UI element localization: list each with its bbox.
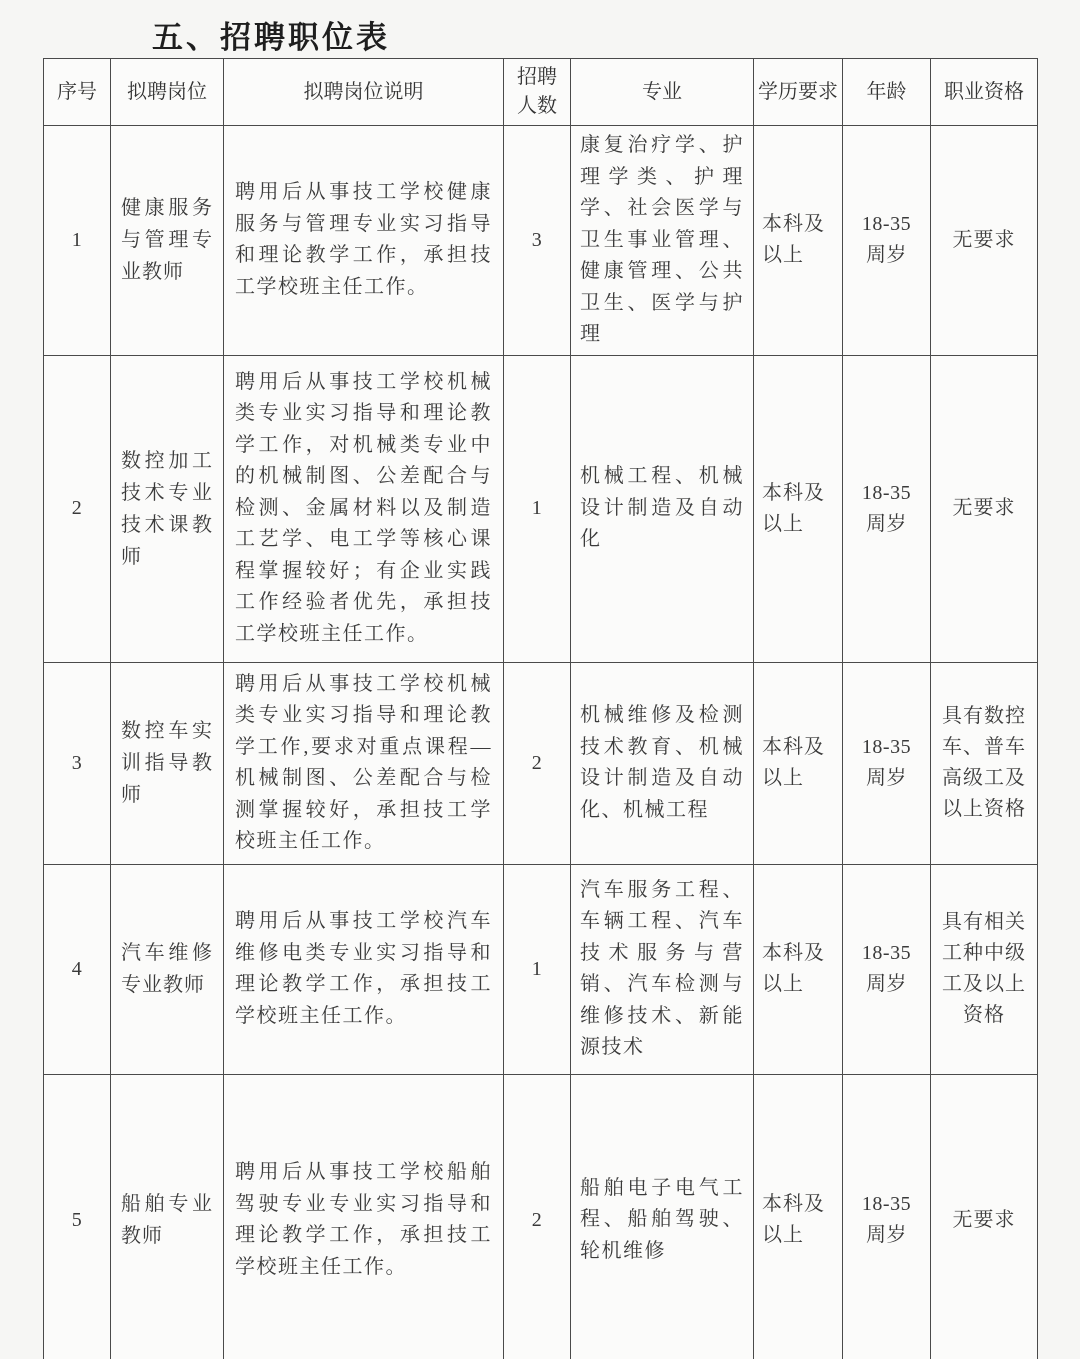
- cell-qualification: 具有数控车、普车高级工及以上资格: [931, 662, 1038, 864]
- cell-major: 康复治疗学、护理学类、护理学、社会医学与卫生事业管理、健康管理、公共卫生、医学与护理: [571, 126, 754, 356]
- cell-no: 2: [44, 355, 111, 662]
- cell-qualification: 无要求: [931, 1074, 1038, 1359]
- cell-count: 2: [504, 1074, 571, 1359]
- cell-position: 数控车实训指导教师: [111, 662, 224, 864]
- cell-count: 1: [504, 355, 571, 662]
- header-qualification: 职业资格: [931, 59, 1038, 126]
- cell-education: 本科及以上: [754, 1074, 843, 1359]
- cell-description: 聘用后从事技工学校船舶驾驶专业专业实习指导和理论教学工作，承担技工学校班主任工作。: [224, 1074, 504, 1359]
- cell-description: 聘用后从事技工学校机械类专业实习指导和理论教学工作，对机械类专业中的机械制图、公差配合与检测、金属材料以及制造工艺学、电工学等核心课程掌握较好；有企业实践工作经验者优先，承担技工学校班主任工作。: [224, 355, 504, 662]
- table-header-row: [44, 59, 1038, 126]
- cell-age: 18-35周岁: [843, 1074, 931, 1359]
- cell-major: 机械维修及检测技术教育、机械设计制造及自动化、机械工程: [571, 662, 754, 864]
- cell-no: 4: [44, 864, 111, 1074]
- cell-count: 1: [504, 864, 571, 1074]
- table-row: [44, 864, 1038, 1074]
- header-no: 序号: [44, 59, 111, 126]
- header-age: 年龄: [843, 59, 931, 126]
- cell-description: 聘用后从事技工学校健康服务与管理专业实习指导和理论教学工作，承担技工学校班主任工作。: [224, 126, 504, 356]
- cell-age: 18-35周岁: [843, 126, 931, 356]
- header-count: 招聘人数: [504, 59, 571, 126]
- cell-age: 18-35周岁: [843, 662, 931, 864]
- cell-no: 5: [44, 1074, 111, 1359]
- cell-education: 本科及以上: [754, 355, 843, 662]
- cell-position: 健康服务与管理专业教师: [111, 126, 224, 356]
- table-row: [44, 1074, 1038, 1359]
- recruitment-positions-table: [43, 58, 1038, 1359]
- cell-age: 18-35周岁: [843, 355, 931, 662]
- cell-count: 3: [504, 126, 571, 356]
- cell-age: 18-35周岁: [843, 864, 931, 1074]
- cell-no: 3: [44, 662, 111, 864]
- table-row: [44, 126, 1038, 356]
- cell-count: 2: [504, 662, 571, 864]
- header-major: 专业: [571, 59, 754, 126]
- cell-education: 本科及以上: [754, 864, 843, 1074]
- cell-position: 汽车维修专业教师: [111, 864, 224, 1074]
- cell-description: 聘用后从事技工学校汽车维修电类专业实习指导和理论教学工作，承担技工学校班主任工作。: [224, 864, 504, 1074]
- cell-qualification: 无要求: [931, 355, 1038, 662]
- header-description: 拟聘岗位说明: [224, 59, 504, 126]
- cell-major: 船舶电子电气工程、船舶驾驶、轮机维修: [571, 1074, 754, 1359]
- cell-position: 数控加工技术专业技术课教师: [111, 355, 224, 662]
- cell-education: 本科及以上: [754, 662, 843, 864]
- cell-qualification: 具有相关工种中级工及以上资格: [931, 864, 1038, 1074]
- header-education: 学历要求: [754, 59, 843, 126]
- cell-description: 聘用后从事技工学校机械类专业实习指导和理论教学工作,要求对重点课程—机械制图、公差配合与检测掌握较好，承担技工学校班主任工作。: [224, 662, 504, 864]
- cell-no: 1: [44, 126, 111, 356]
- cell-major: 机械工程、机械设计制造及自动化: [571, 355, 754, 662]
- cell-position: 船舶专业教师: [111, 1074, 224, 1359]
- cell-education: 本科及以上: [754, 126, 843, 356]
- cell-major: 汽车服务工程、车辆工程、汽车技术服务与营销、汽车检测与维修技术、新能源技术: [571, 864, 754, 1074]
- cell-qualification: 无要求: [931, 126, 1038, 356]
- table-row: [44, 355, 1038, 662]
- header-position: 拟聘岗位: [111, 59, 224, 126]
- page-title: 五、招聘职位表: [152, 20, 390, 55]
- table-row: [44, 662, 1038, 864]
